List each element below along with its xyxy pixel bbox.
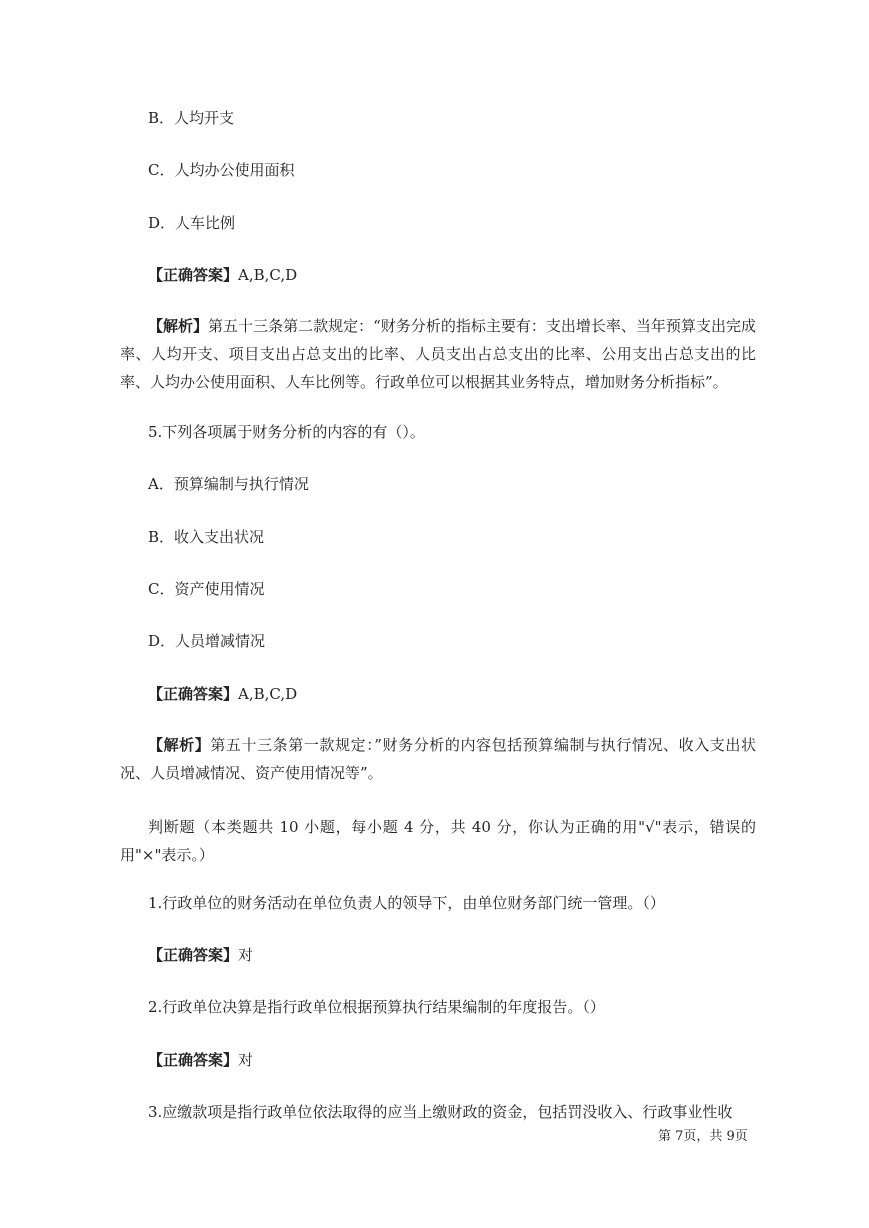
section-heading: 判断题（本类题共 10 小题，每小题 4 分，共 40 分，你认为正确的用"√"表示，错误的用"×"表示。） (120, 818, 756, 864)
answer-value: 对 (238, 1051, 254, 1069)
answer-label: 【正确答案】 (148, 685, 239, 703)
answer-label: 【正确答案】 (148, 946, 239, 964)
answer-value: A,B,C,D (238, 266, 298, 284)
answer-value: A,B,C,D (238, 685, 298, 703)
analysis-text: 第五十三条第二款规定：“财务分析的指标主要有：支出增长率、当年预算支出完成率、人均开支、项目支出占总支出的比率、人员支出占总支出的比率、公用支出占总支出的比率、人均办公使用面积、人车比例等。行政单位可以根据其业务特点，增加财务分析指标”。 (120, 317, 756, 391)
analysis-paragraph (120, 731, 756, 787)
analysis-label: 【解析】 (148, 317, 209, 335)
option-d: D．人员增减情况 (148, 632, 266, 650)
question-stem: 5.下列各项属于财务分析的内容的有（）。 (148, 423, 425, 441)
answer-value: 对 (238, 946, 254, 964)
answer-row (148, 265, 297, 285)
answer-label: 【正确答案】 (148, 1051, 239, 1069)
analysis-text: 第五十三条第一款规定：”财务分析的内容包括预算编制与执行情况、收入支出状况、人员增减情况、资产使用情况等”。 (120, 736, 756, 782)
judgment-question-2: 2.行政单位决算是指行政单位根据预算执行结果编制的年度报告。（） (148, 998, 605, 1016)
answer-row (148, 945, 253, 965)
analysis-label: 【解析】 (148, 736, 211, 754)
answer-label: 【正确答案】 (148, 266, 239, 284)
answer-row (148, 1050, 253, 1070)
judgment-question-3: 3.应缴款项是指行政单位依法取得的应当上缴财政的资金，包括罚没收入、行政事业性收 (148, 1103, 733, 1121)
option-d: D．人车比例 (148, 214, 236, 232)
option-b: B．收入支出状况 (148, 528, 265, 546)
answer-row (148, 684, 297, 704)
analysis-paragraph (120, 312, 756, 396)
option-c: C．人均办公使用面积 (148, 161, 295, 179)
judgment-question-1: 1.行政单位的财务活动在单位负责人的领导下，由单位财务部门统一管理。（） (148, 894, 665, 912)
page-number: 第 7页，共 9页 (658, 1129, 748, 1144)
option-a: A．预算编制与执行情况 (148, 475, 309, 493)
option-c: C．资产使用情况 (148, 580, 265, 598)
option-b: B．人均开支 (148, 109, 235, 127)
